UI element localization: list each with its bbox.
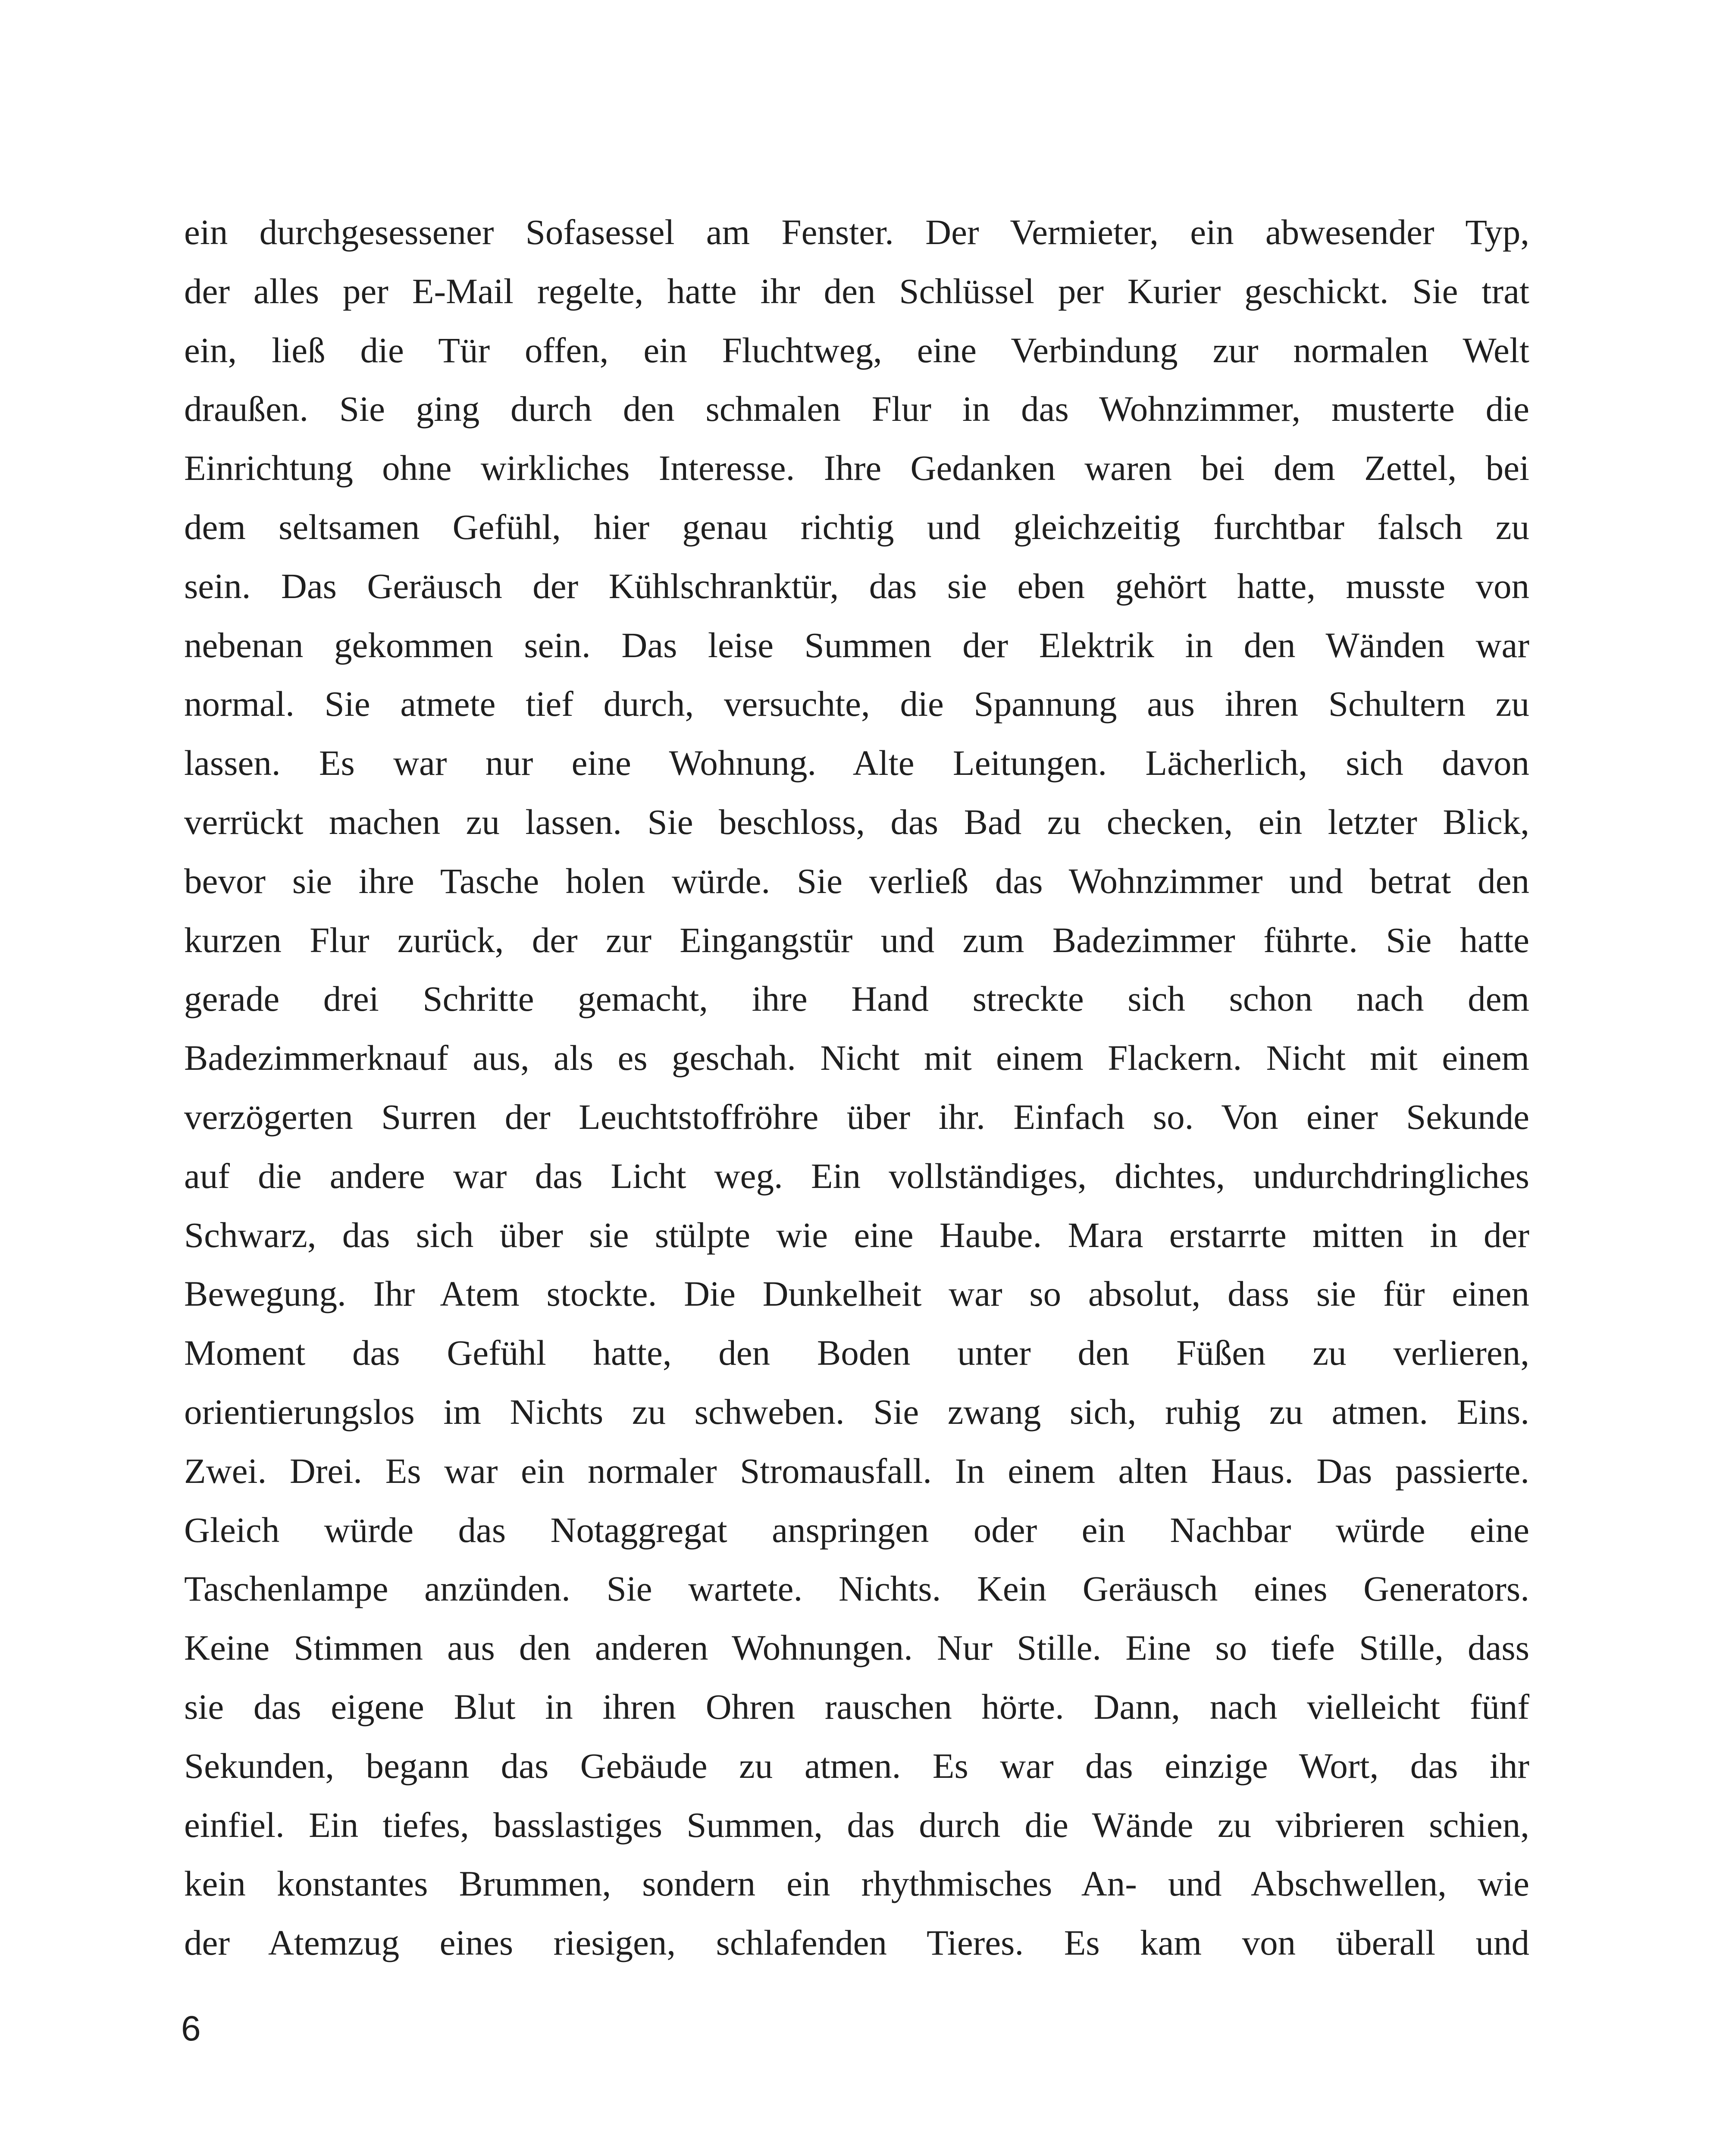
page-number: 6 [181, 2009, 201, 2048]
text-line: verrückt machen zu lassen. Sie beschloss, das Bad zu checken, ein letzter Blick, [184, 802, 1529, 842]
text-line: lassen. Es war nur eine Wohnung. Alte Leitungen. Lächerlich, sich davon [184, 743, 1529, 783]
text-line: auf die andere war das Licht weg. Ein vollständiges, dichtes, undurchdringliches [184, 1156, 1529, 1196]
text-line: kurzen Flur zurück, der zur Eingangstür und zum Badezimmer führte. Sie hatte [184, 920, 1529, 960]
text-line: nebenan gekommen sein. Das leise Summen der Elektrik in den Wänden war [184, 625, 1529, 665]
text-line: Schwarz, das sich über sie stülpte wie eine Haube. Mara erstarrte mitten in der [184, 1215, 1529, 1255]
text-line: verzögerten Surren der Leuchtstoffröhre über ihr. Einfach so. Von einer Sekunde [184, 1097, 1529, 1137]
body-text [184, 203, 1529, 1972]
text-line: Zwei. Drei. Es war ein normaler Stromausfall. In einem alten Haus. Das passierte. [184, 1451, 1529, 1491]
text-line: bevor sie ihre Tasche holen würde. Sie verließ das Wohnzimmer und betrat den [184, 861, 1529, 901]
text-line: dem seltsamen Gefühl, hier genau richtig und gleichzeitig furchtbar falsch zu [184, 507, 1529, 547]
text-line: ein, ließ die Tür offen, ein Fluchtweg, eine Verbindung zur normalen Welt [184, 330, 1529, 370]
text-line: der Atemzug eines riesigen, schlafenden Tieres. Es kam von überall und [184, 1923, 1529, 1963]
text-line: einfiel. Ein tiefes, basslastiges Summen, das durch die Wände zu vibrieren schien, [184, 1805, 1529, 1845]
text-line: draußen. Sie ging durch den schmalen Flur in das Wohnzimmer, musterte die [184, 389, 1529, 429]
text-line: Bewegung. Ihr Atem stockte. Die Dunkelheit war so absolut, dass sie für einen [184, 1274, 1529, 1314]
text-line: Badezimmerknauf aus, als es geschah. Nicht mit einem Flackern. Nicht mit einem [184, 1038, 1529, 1078]
text-line: Sekunden, begann das Gebäude zu atmen. Es war das einzige Wort, das ihr [184, 1745, 1529, 1786]
text-line: ein durchgesessener Sofasessel am Fenster. Der Vermieter, ein abwesender Typ, [184, 212, 1529, 252]
text-line: gerade drei Schritte gemacht, ihre Hand streckte sich schon nach dem [184, 979, 1529, 1019]
text-line: Moment das Gefühl hatte, den Boden unter den Füßen zu verlieren, [184, 1333, 1529, 1373]
text-line: Gleich würde das Notaggregat anspringen oder ein Nachbar würde eine [184, 1510, 1529, 1550]
text-line: Taschenlampe anzünden. Sie wartete. Nichts. Kein Geräusch eines Generators. [184, 1569, 1529, 1609]
text-line: Einrichtung ohne wirkliches Interesse. Ihre Gedanken waren bei dem Zettel, bei [184, 448, 1529, 488]
text-line: der alles per E-Mail regelte, hatte ihr den Schlüssel per Kurier geschickt. Sie trat [184, 271, 1529, 311]
text-line: orientierungslos im Nichts zu schweben. Sie zwang sich, ruhig zu atmen. Eins. [184, 1391, 1529, 1432]
text-line: kein konstantes Brummen, sondern ein rhythmisches An- und Abschwellen, wie [184, 1864, 1529, 1904]
text-line: Keine Stimmen aus den anderen Wohnungen. Nur Stille. Eine so tiefe Stille, dass [184, 1628, 1529, 1668]
text-line: normal. Sie atmete tief durch, versuchte, die Spannung aus ihren Schultern zu [184, 684, 1529, 724]
text-line: sein. Das Geräusch der Kühlschranktür, das sie eben gehört hatte, musste von [184, 566, 1529, 606]
text-line: sie das eigene Blut in ihren Ohren rauschen hörte. Dann, nach vielleicht fünf [184, 1686, 1529, 1727]
